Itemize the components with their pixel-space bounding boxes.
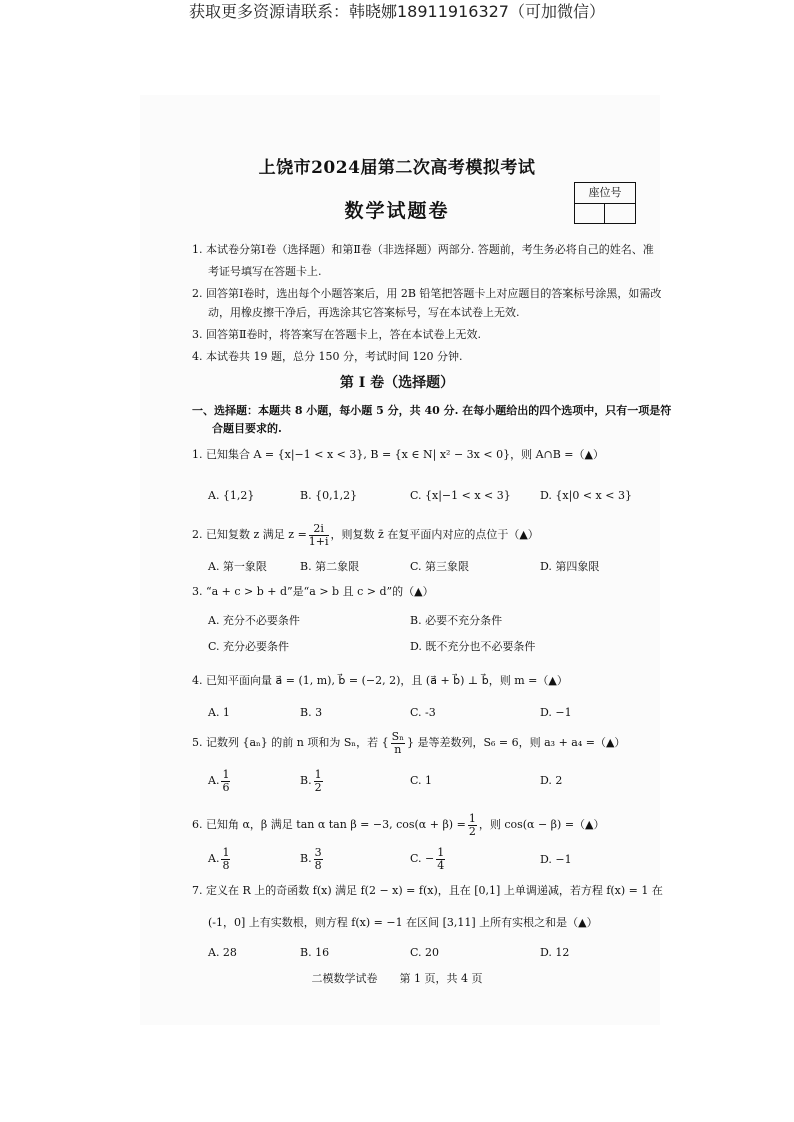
option-d: D. {x|0 < x < 3} [540,489,632,502]
fraction-numerator: 1 [222,845,230,859]
option-c: C. 1 [410,774,433,787]
option-d: D. 12 [540,946,570,959]
question-stem [192,728,625,758]
option-c [410,846,447,872]
question-stem: (-1，0] 上有实数根，则方程 f(x) = −1 在区间 [3,11] 上所有实根之和是（▲） [208,916,598,929]
question-stem: 4. 已知平面向量 a⃗ = (1, m), b⃗ = (−2, 2)，且 (a⃗ + b⃗) ⊥ b⃗，则 m =（▲） [192,674,568,687]
question-stem: 7. 定义在 R 上的奇函数 f(x) 满足 f(2 − x) = f(x)，且在 [0,1] 上单调递减，若方程 f(x) = 1 在 [192,884,663,897]
option-b [300,768,325,794]
exam-title: 上饶市2024届第二次高考模拟考试 [258,158,536,178]
note-line: 考证号填写在答题卡上. [208,265,322,278]
option-b: B. {0,1,2} [300,489,358,502]
option-d: D. −1 [540,853,572,866]
option-a: A. {1,2} [208,489,255,502]
option-c: C. 20 [410,946,440,959]
fraction [314,847,323,872]
option-b: B. 必要不充分条件 [410,614,503,627]
note-line: 4. 本试卷共 19 题，总分 150 分，考试时间 120 分钟. [192,350,463,363]
option-label: C. − [410,852,435,865]
stem-text: } 是等差数列，S₆ = 6，则 a₃ + a₄ =（▲） [406,736,626,749]
fraction [309,523,329,548]
seat-number-cell-right [605,203,635,223]
question-stem [192,810,605,840]
fraction [314,769,323,794]
fraction-denominator: n [394,742,402,756]
stem-text: 6. 已知角 α，β 满足 tan α tan β = −3, cos(α + β) = [192,818,466,831]
option-label: B. [300,852,312,865]
option-d: D. 既不充分也不必要条件 [410,640,536,653]
fraction-denominator: 2 [314,780,322,794]
option-b: B. 第二象限 [300,560,360,573]
fraction-denominator: 8 [222,858,230,872]
option-a: A. 28 [208,946,237,959]
section-title: 第 I 卷（选择题） [339,375,455,391]
note-line: 2. 回答第Ⅰ卷时，选出每个小题答案后，用 2B 铅笔把答题卡上对应题目的答案标号涂黑，如需改 [192,287,662,300]
fraction-numerator: 2i [309,523,329,536]
option-a: A. 第一象限 [208,560,267,573]
stem-text: 5. 记数列 {aₙ} 的前 n 项和为 Sₙ，若 { [192,736,389,749]
option-c: C. {x|−1 < x < 3} [410,489,511,502]
page-footer: 二模数学试卷 第 1 页，共 4 页 [311,972,483,985]
fraction [221,769,230,794]
fraction-numerator: 1 [437,845,445,859]
fraction-numerator: 1 [468,811,476,825]
question-stem [192,520,539,550]
seat-number-box [574,182,636,224]
stem-text: 2. 已知复数 z 满足 z = [192,528,307,541]
fraction-numerator: 1 [222,767,230,781]
fraction [391,731,405,756]
option-b [300,846,325,872]
option-b: B. 16 [300,946,330,959]
contact-banner: 获取更多资源请联系：韩晓娜18911916327（可加微信） [189,2,605,21]
fraction [436,847,445,872]
note-line: 3. 回答第Ⅱ卷时，将答案写在答题卡上，答在本试卷上无效. [192,328,481,341]
fraction-denominator: 6 [222,780,230,794]
fraction-numerator: 3 [314,845,322,859]
fraction-numerator: Sₙ [391,729,404,743]
option-d: D. 第四象限 [540,560,600,573]
option-c: C. -3 [410,706,436,719]
section-instruction: 一、选择题：本题共 8 小题，每小题 5 分，共 40 分. 在每小题给出的四个选项中，只有一项是符 [192,404,672,417]
fraction [221,847,230,872]
section-instruction: 合题目要求的. [212,422,282,435]
note-line: 动，用橡皮擦干净后，再选涂其它答案标号，写在本试卷上无效. [208,306,520,319]
fraction [468,813,477,838]
option-a [208,846,232,872]
fraction-denominator: 8 [314,858,322,872]
option-label: B. [300,774,312,787]
seat-number-cell-left [575,203,605,223]
option-label: A. [208,774,220,787]
option-a: A. 充分不必要条件 [208,614,300,627]
question-stem: 1. 已知集合 A = {x|−1 < x < 3}, B = {x ∈ N| x² − 3x < 0}，则 A∩B =（▲） [192,448,604,461]
note-line: 1. 本试卷分第Ⅰ卷（选择题）和第Ⅱ卷（非选择题）两部分. 答题前，考生务必将自己的姓名、准 [192,243,654,256]
option-d: D. 2 [540,774,563,787]
option-label: A. [208,852,220,865]
fraction-denominator: 4 [437,858,445,872]
question-stem: 3. “a + c > b + d”是“a > b 且 c > d”的（▲） [192,585,434,598]
option-c: C. 第三象限 [410,560,470,573]
fraction-denominator: 2 [468,824,476,838]
fraction-numerator: 1 [314,767,322,781]
option-d: D. −1 [540,706,572,719]
stem-text: ，则 cos(α − β) =（▲） [478,818,605,831]
seat-number-label: 座位号 [575,183,635,204]
stem-text: ，则复数 z̄ 在复平面内对应的点位于（▲） [330,528,539,541]
option-a: A. 1 [208,706,230,719]
option-c: C. 充分必要条件 [208,640,290,653]
fraction-denominator: 1+i [308,534,329,548]
option-a [208,768,232,794]
option-b: B. 3 [300,706,323,719]
exam-subtitle: 数学试题卷 [344,200,450,222]
